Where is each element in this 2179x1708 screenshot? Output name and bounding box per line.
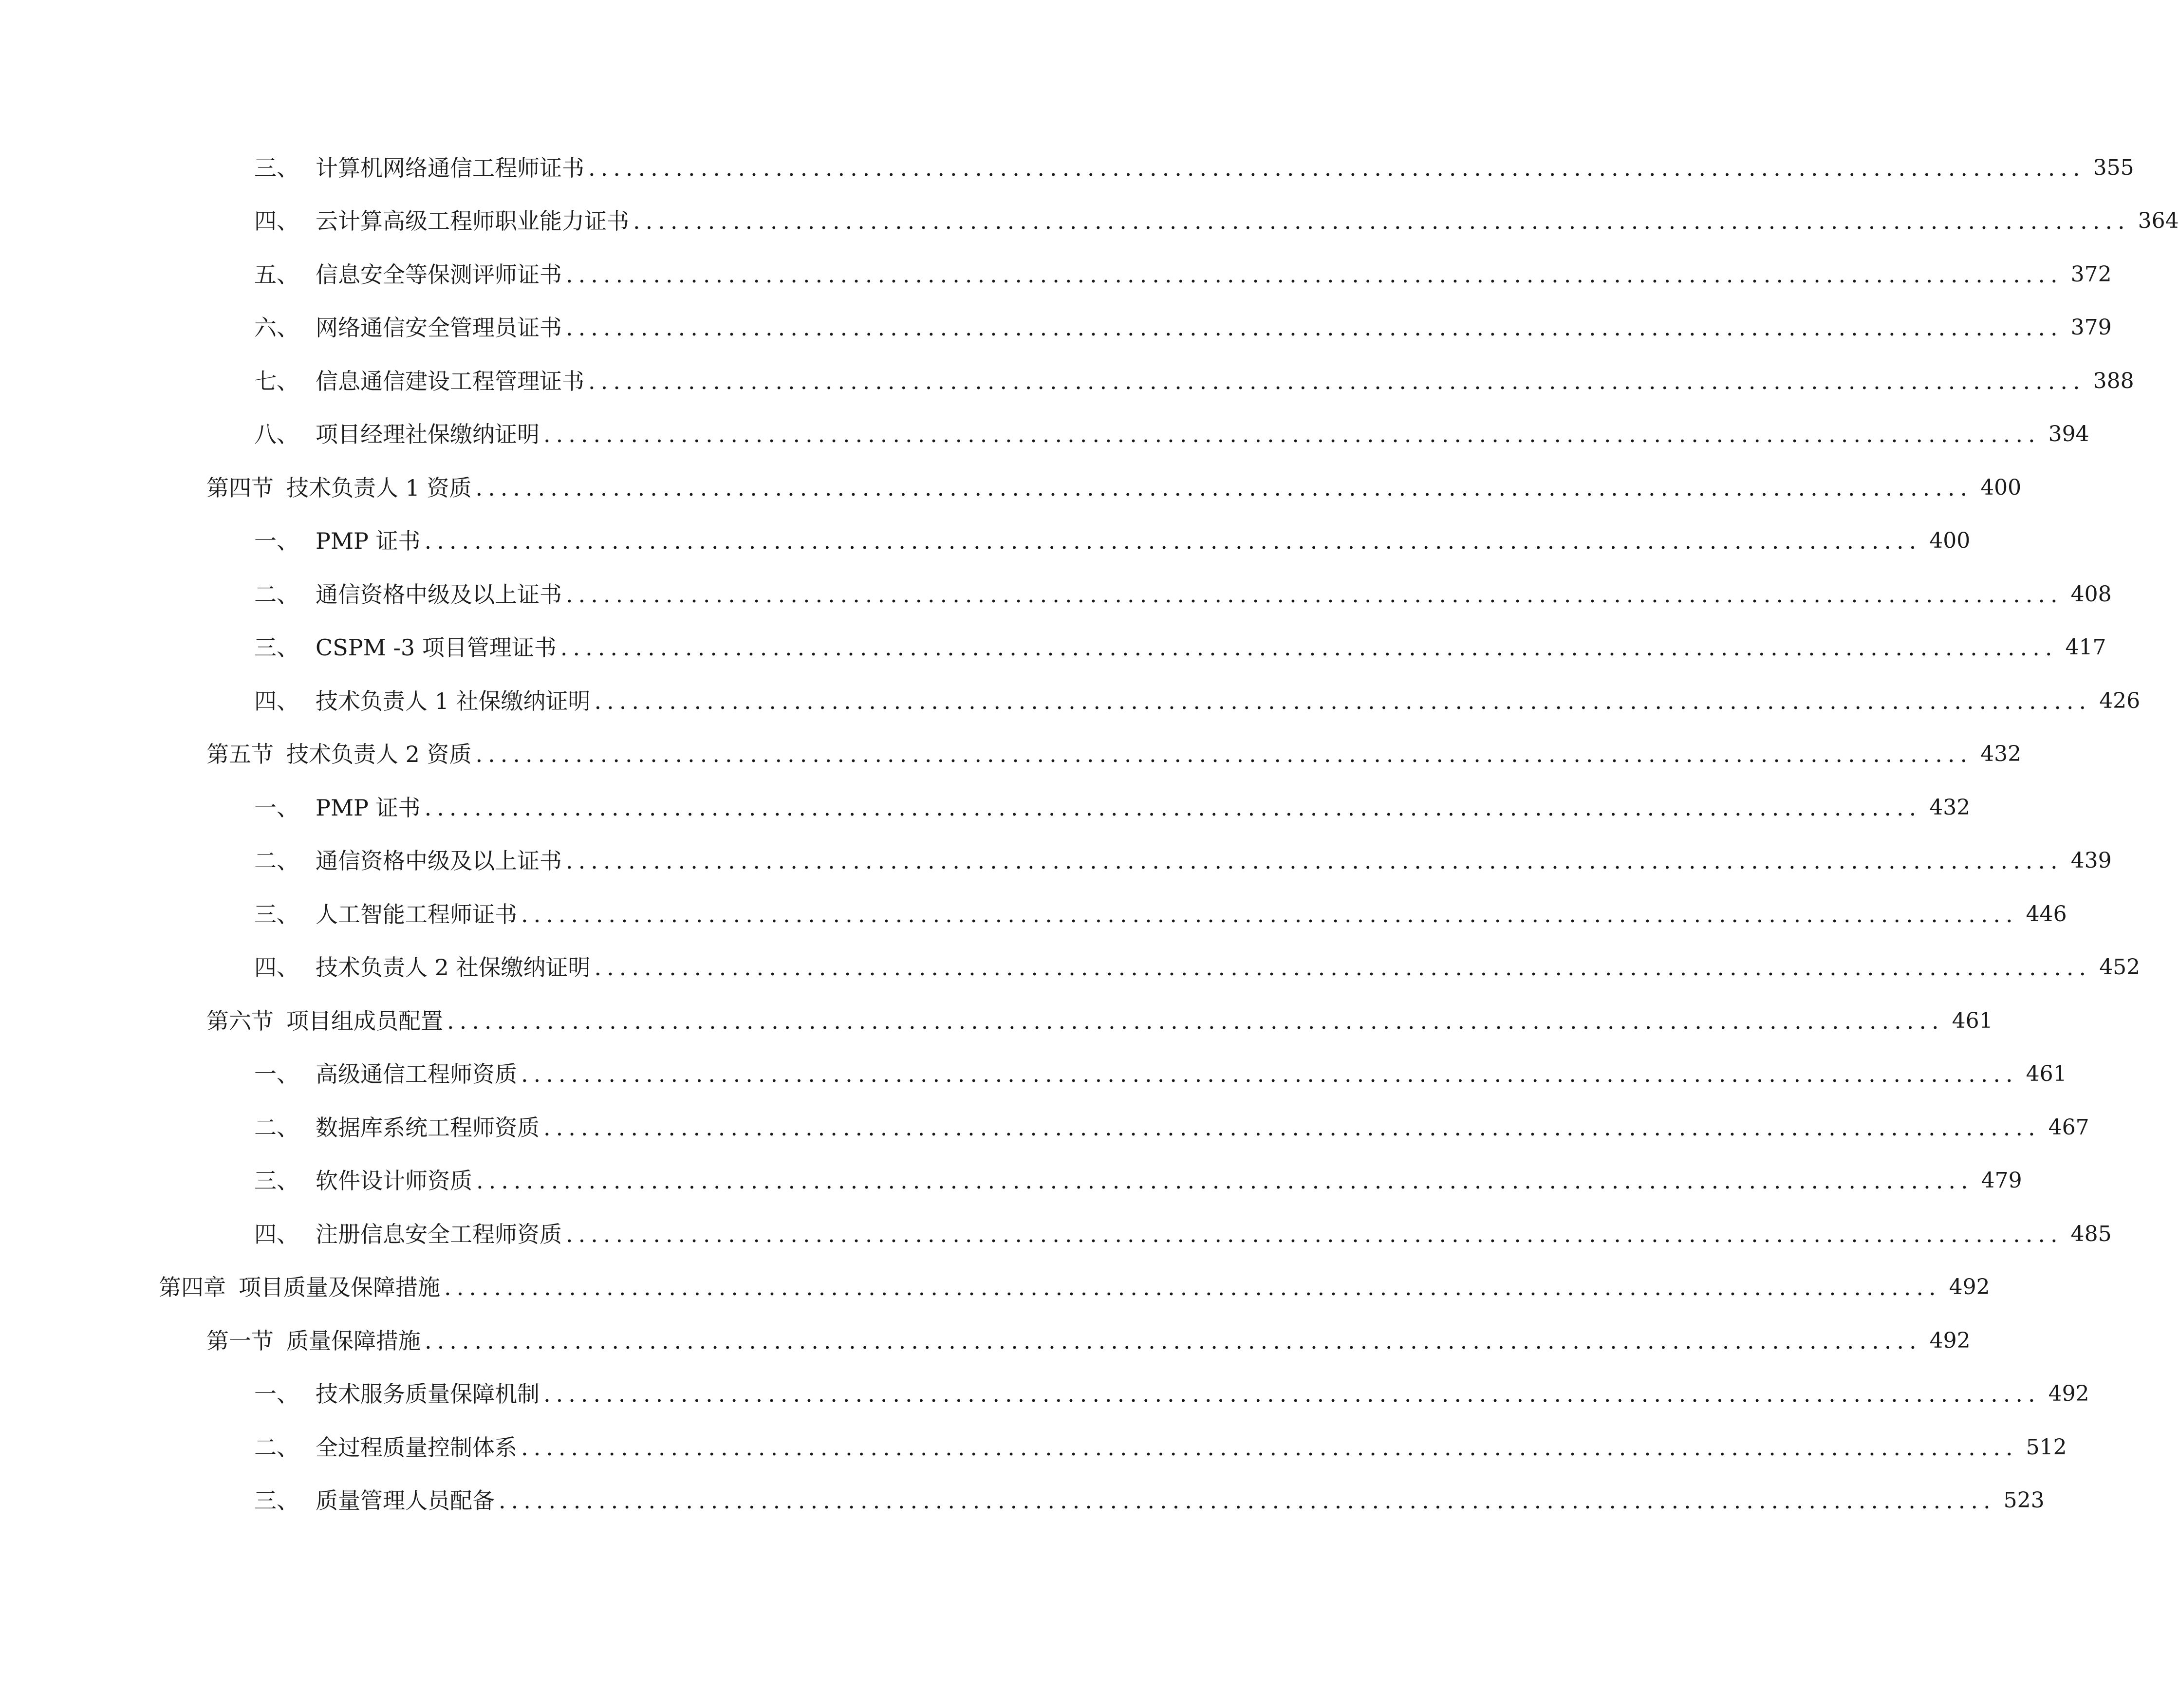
toc-entry-page-number: 523 xyxy=(2003,1488,2045,1513)
toc-entry[interactable] xyxy=(0,1101,2089,1154)
toc-entry[interactable] xyxy=(0,1261,1990,1315)
toc-dot-leader: ........................................................................................................................ xyxy=(543,1381,2041,1408)
toc-dot-leader: ........................................................................................................................ xyxy=(594,954,2092,981)
toc-entry-number: 四、 xyxy=(254,1221,299,1247)
toc-entry-title: 技术负责人 1 资质 xyxy=(286,474,472,501)
toc-dot-leader: ........................................................................................................................ xyxy=(566,261,2063,288)
toc-entry-number: 四、 xyxy=(254,687,299,714)
toc-entry[interactable] xyxy=(0,354,2134,408)
toc-entry-number: 第四节 xyxy=(206,474,274,501)
toc-entry[interactable] xyxy=(0,195,2179,248)
toc-entry-page-number: 452 xyxy=(2099,955,2141,980)
toc-entry[interactable] xyxy=(0,1207,2112,1261)
toc-entry-number: 四、 xyxy=(254,954,299,981)
toc-entry-page-number: 492 xyxy=(2048,1381,2089,1407)
toc-entry-number: 第六节 xyxy=(206,1007,274,1034)
toc-entry-title: 技术服务质量保障机制 xyxy=(316,1381,540,1408)
toc-entry-page-number: 408 xyxy=(2070,581,2112,607)
toc-entry-number: 二、 xyxy=(254,581,299,608)
toc-entry-title: 软件设计师资质 xyxy=(316,1168,472,1194)
toc-entry[interactable] xyxy=(0,141,2134,195)
toc-entry-title: 质量保障措施 xyxy=(286,1327,421,1354)
table-of-contents xyxy=(0,141,2179,1527)
toc-entry[interactable] xyxy=(0,1154,2022,1208)
toc-entry-page-number: 446 xyxy=(2026,901,2067,927)
toc-entry[interactable] xyxy=(0,994,1993,1048)
toc-entry-page-number: 461 xyxy=(2026,1061,2067,1087)
toc-entry-page-number: 479 xyxy=(1981,1168,2022,1193)
toc-entry-title: 云计算高级工程师职业能力证书 xyxy=(316,208,629,235)
toc-entry-title: 技术负责人 1 社保缴纳证明 xyxy=(316,687,591,714)
toc-entry-number: 七、 xyxy=(254,368,299,394)
toc-entry-title: 通信资格中级及以上证书 xyxy=(316,848,562,874)
toc-entry-title: 高级通信工程师资质 xyxy=(316,1061,517,1088)
toc-entry-page-number: 467 xyxy=(2048,1114,2089,1140)
toc-dot-leader: ........................................................................................................................ xyxy=(425,1327,1922,1354)
toc-entry-page-number: 364 xyxy=(2138,208,2179,234)
toc-dot-leader: ........................................................................................................................ xyxy=(633,208,2130,235)
toc-entry-title: 技术负责人 2 资质 xyxy=(286,741,472,768)
toc-dot-leader: ........................................................................................................................ xyxy=(566,848,2063,874)
toc-entry[interactable] xyxy=(0,408,2089,462)
toc-entry[interactable] xyxy=(0,621,2106,675)
toc-entry-number: 二、 xyxy=(254,1434,299,1461)
toc-entry-number: 三、 xyxy=(254,1487,299,1514)
toc-dot-leader: ........................................................................................................................ xyxy=(594,687,2092,714)
toc-entry-title: 网络通信安全管理员证书 xyxy=(316,315,562,341)
toc-entry-page-number: 394 xyxy=(2048,422,2089,447)
toc-entry-title: PMP 证书 xyxy=(316,794,421,821)
toc-entry-number: 一、 xyxy=(254,528,299,555)
toc-entry[interactable] xyxy=(0,461,2022,515)
toc-entry[interactable] xyxy=(0,1474,2045,1528)
toc-entry[interactable] xyxy=(0,888,2067,941)
toc-entry-number: 一、 xyxy=(254,794,299,821)
toc-entry-page-number: 492 xyxy=(1949,1275,1990,1300)
toc-entry[interactable] xyxy=(0,941,2141,995)
toc-entry-number: 二、 xyxy=(254,1114,299,1141)
toc-entry-page-number: 379 xyxy=(2070,315,2112,340)
toc-entry-number: 一、 xyxy=(254,1381,299,1408)
toc-entry-number: 三、 xyxy=(254,634,299,661)
toc-dot-leader: ........................................................................................................................ xyxy=(566,581,2063,608)
toc-dot-leader: ........................................................................................................................ xyxy=(476,1168,1974,1194)
toc-dot-leader: ........................................................................................................................ xyxy=(588,154,2086,181)
toc-entry-title: 质量管理人员配备 xyxy=(316,1487,495,1514)
toc-entry-page-number: 461 xyxy=(1952,1008,1993,1033)
toc-entry-page-number: 417 xyxy=(2065,635,2106,660)
toc-dot-leader: ........................................................................................................................ xyxy=(588,368,2086,394)
toc-entry[interactable] xyxy=(0,1314,1971,1368)
toc-entry-number: 三、 xyxy=(254,154,299,181)
toc-entry-number: 第一节 xyxy=(206,1327,274,1354)
toc-entry-page-number: 512 xyxy=(2026,1434,2067,1460)
toc-entry[interactable] xyxy=(0,248,2112,301)
toc-entry[interactable] xyxy=(0,1368,2089,1421)
toc-dot-leader: ........................................................................................................................ xyxy=(447,1007,1944,1034)
toc-entry[interactable] xyxy=(0,515,1971,568)
toc-entry-page-number: 432 xyxy=(1929,795,1971,820)
toc-entry-title: 全过程质量控制体系 xyxy=(316,1434,517,1461)
toc-entry-title: 项目质量及保障措施 xyxy=(239,1274,440,1301)
toc-dot-leader: ........................................................................................................................ xyxy=(424,794,1922,821)
toc-dot-leader: ........................................................................................................................ xyxy=(444,1274,1941,1301)
toc-entry-title: CSPM -3 项目管理证书 xyxy=(316,634,557,661)
toc-dot-leader: ........................................................................................................................ xyxy=(566,1221,2063,1247)
toc-entry-page-number: 439 xyxy=(2070,848,2112,873)
toc-dot-leader: ........................................................................................................................ xyxy=(475,474,1973,501)
toc-dot-leader: ........................................................................................................................ xyxy=(543,1114,2041,1141)
toc-entry[interactable] xyxy=(0,568,2112,621)
toc-dot-leader: ........................................................................................................................ xyxy=(521,1061,2018,1088)
toc-dot-leader: ........................................................................................................................ xyxy=(566,315,2063,341)
toc-entry-title: 项目组成员配置 xyxy=(286,1007,443,1034)
toc-entry[interactable] xyxy=(0,835,2112,888)
toc-dot-leader: ........................................................................................................................ xyxy=(521,1434,2018,1461)
toc-entry-page-number: 485 xyxy=(2070,1221,2112,1246)
toc-entry-page-number: 372 xyxy=(2070,261,2112,287)
toc-dot-leader: ........................................................................................................................ xyxy=(560,634,2058,661)
toc-entry-title: 信息安全等保测评师证书 xyxy=(316,261,562,288)
toc-entry[interactable] xyxy=(0,1421,2067,1474)
toc-entry-number: 三、 xyxy=(254,1168,299,1194)
toc-entry-title: 技术负责人 2 社保缴纳证明 xyxy=(316,954,591,981)
toc-entry[interactable] xyxy=(0,728,2022,781)
toc-entry-title: PMP 证书 xyxy=(316,528,421,555)
toc-entry-page-number: 432 xyxy=(1980,742,2022,767)
toc-entry-page-number: 400 xyxy=(1980,475,2022,500)
toc-entry-title: 人工智能工程师证书 xyxy=(316,901,517,928)
toc-entry-page-number: 388 xyxy=(2093,368,2134,393)
toc-entry-title: 计算机网络通信工程师证书 xyxy=(316,154,584,181)
toc-entry-number: 四、 xyxy=(254,208,299,235)
toc-entry-number: 五、 xyxy=(254,261,299,288)
toc-dot-leader: ........................................................................................................................ xyxy=(424,528,1922,555)
toc-entry-page-number: 426 xyxy=(2099,688,2141,713)
toc-dot-leader: ........................................................................................................................ xyxy=(475,741,1973,768)
toc-dot-leader: ........................................................................................................................ xyxy=(521,901,2018,928)
toc-entry[interactable] xyxy=(0,301,2112,355)
toc-entry-title: 信息通信建设工程管理证书 xyxy=(316,368,584,394)
toc-entry-page-number: 492 xyxy=(1929,1328,1971,1353)
toc-dot-leader: ........................................................................................................................ xyxy=(543,421,2041,448)
toc-entry[interactable] xyxy=(0,781,1971,835)
toc-entry-number: 第四章 xyxy=(159,1274,226,1301)
toc-entry-number: 第五节 xyxy=(206,741,274,768)
toc-entry-number: 八、 xyxy=(254,421,299,448)
toc-entry-number: 六、 xyxy=(254,315,299,341)
toc-entry-title: 通信资格中级及以上证书 xyxy=(316,581,562,608)
toc-entry-number: 二、 xyxy=(254,848,299,874)
toc-entry-title: 数据库系统工程师资质 xyxy=(316,1114,540,1141)
toc-entry[interactable] xyxy=(0,674,2141,728)
toc-entry-number: 一、 xyxy=(254,1061,299,1088)
toc-dot-leader: ........................................................................................................................ xyxy=(499,1487,1996,1514)
toc-entry-page-number: 400 xyxy=(1929,528,1971,554)
toc-entry-page-number: 355 xyxy=(2093,155,2134,180)
toc-entry-title: 项目经理社保缴纳证明 xyxy=(316,421,540,448)
toc-entry-number: 三、 xyxy=(254,901,299,928)
toc-entry-title: 注册信息安全工程师资质 xyxy=(316,1221,562,1247)
toc-entry[interactable] xyxy=(0,1048,2067,1101)
